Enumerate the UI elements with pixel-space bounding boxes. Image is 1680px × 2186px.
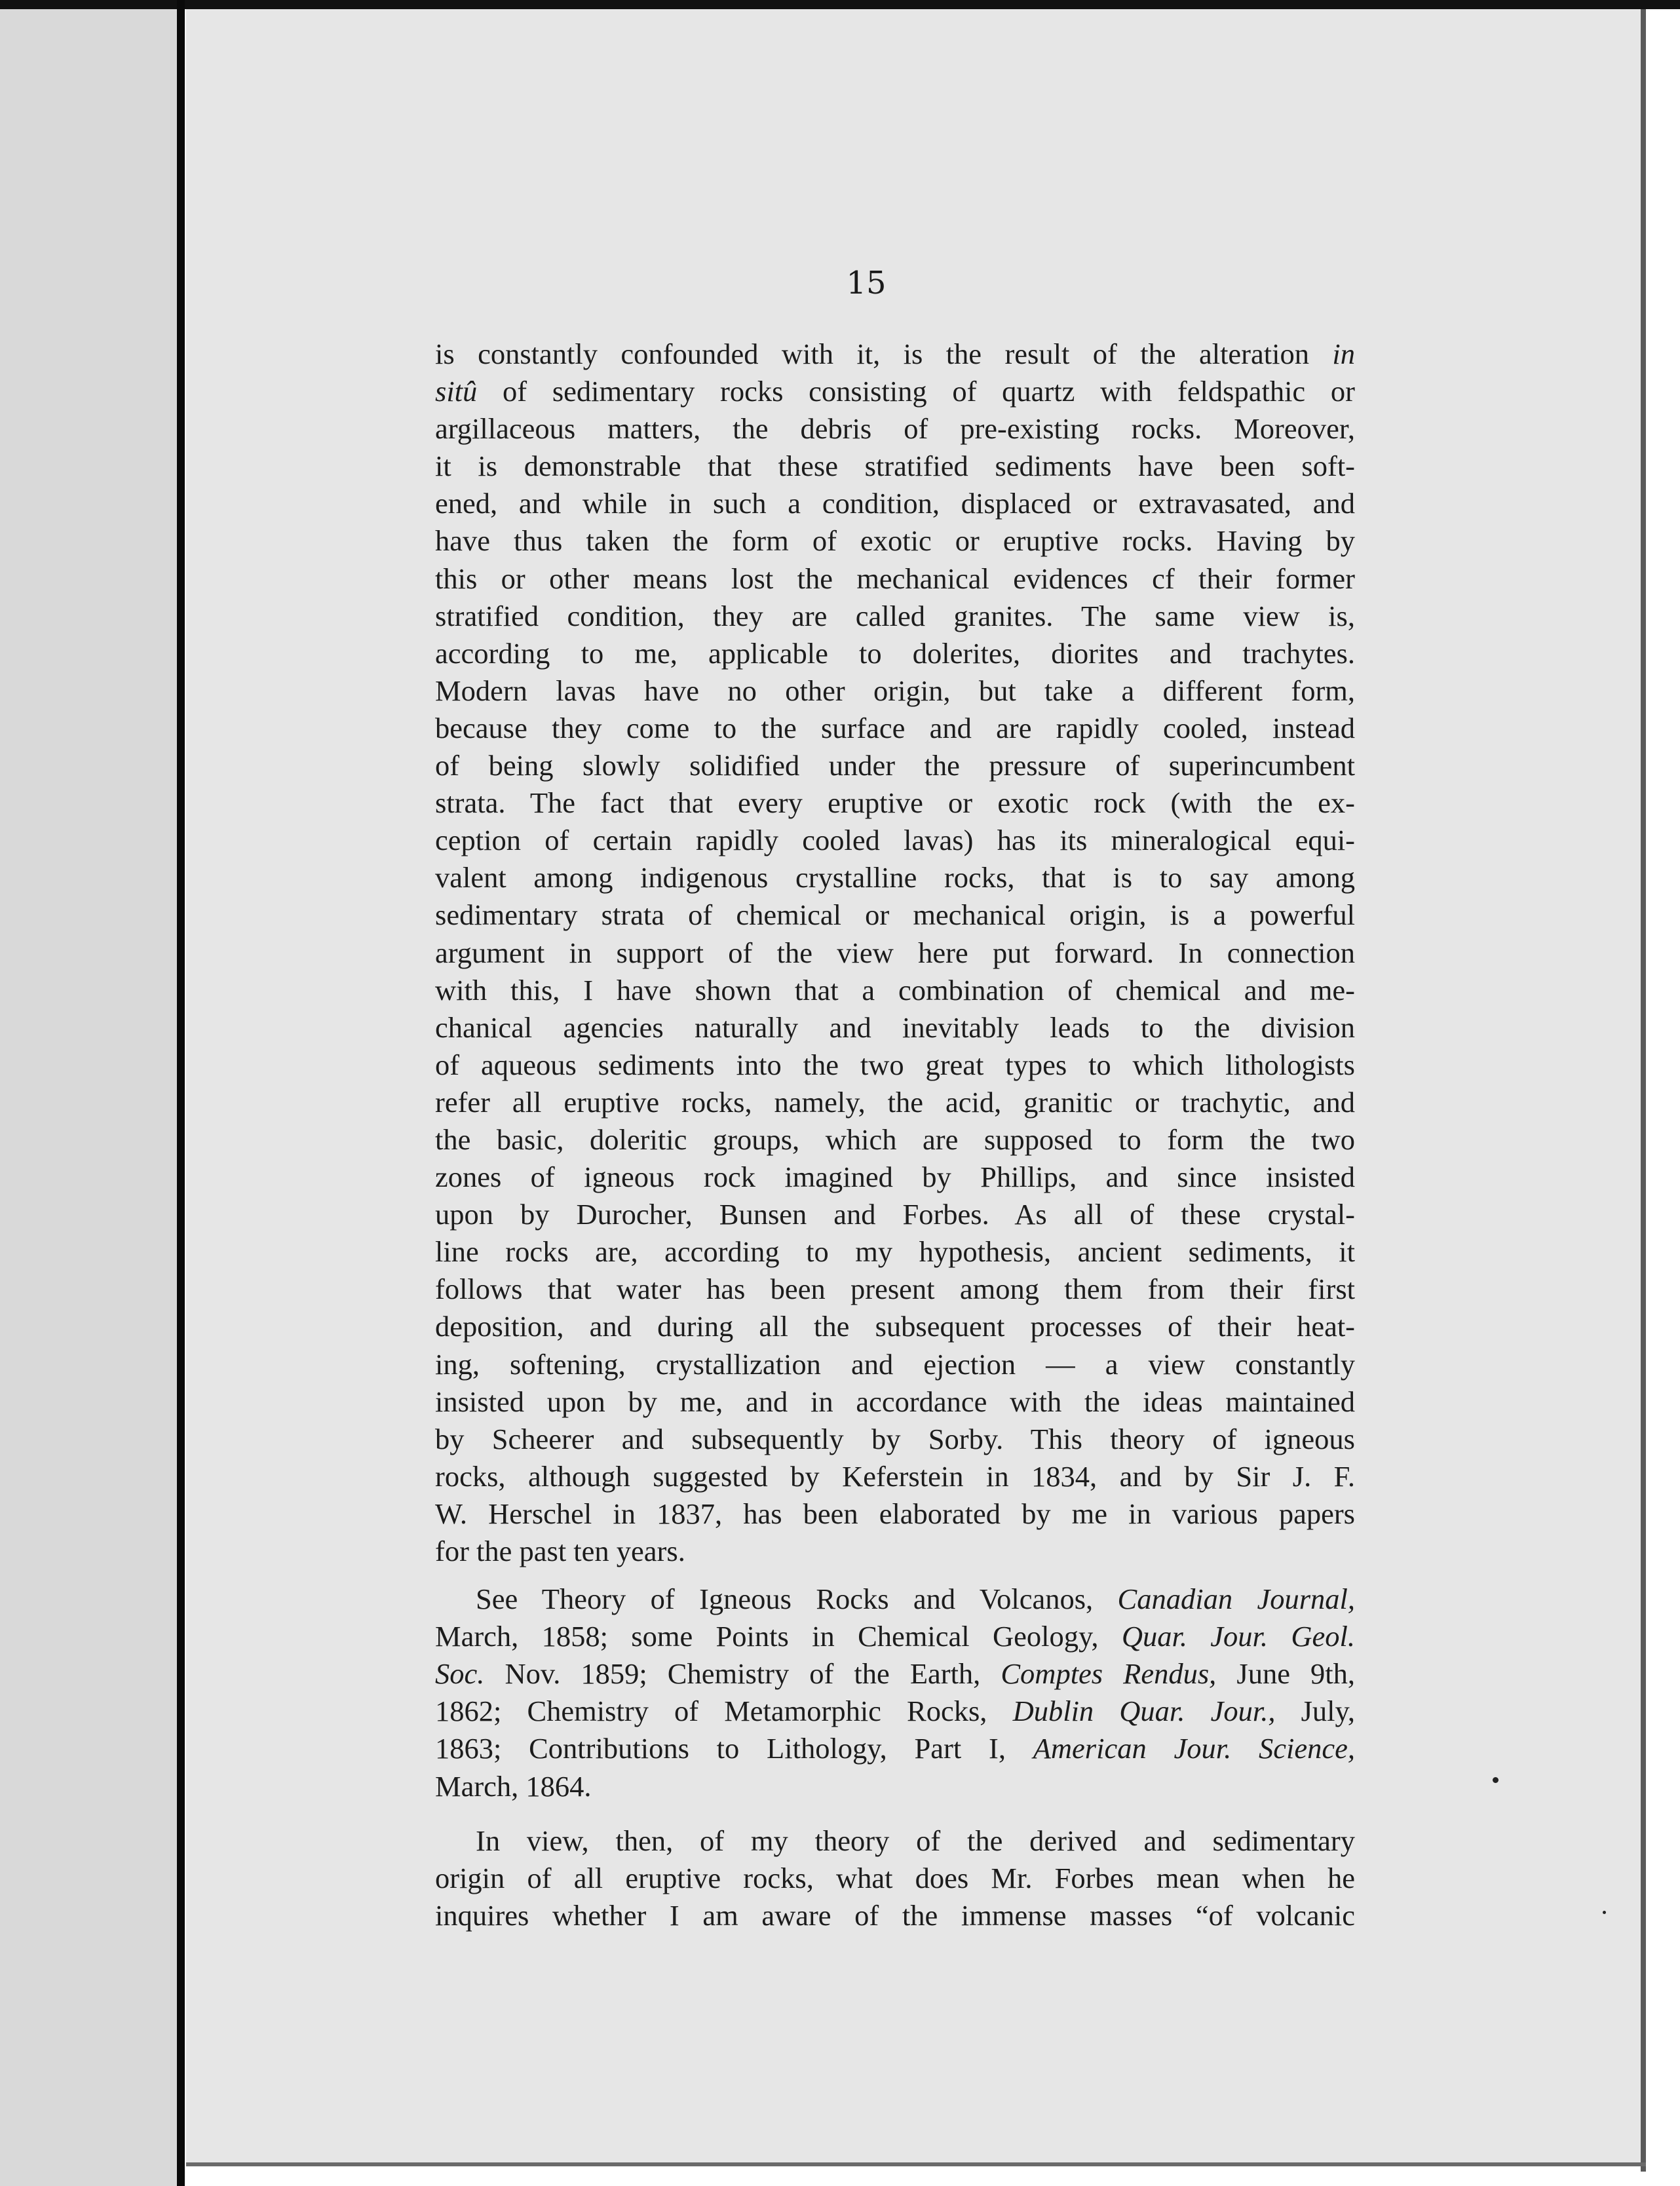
reference-line: March, 1864.	[435, 1769, 592, 1803]
text-line: valent among indigenous crystalline rocks, that is to say among	[435, 861, 1355, 894]
text-line: insisted upon by me, and in accordance with the ideas maintained	[435, 1385, 1355, 1418]
scan-top-border	[0, 0, 1680, 9]
text-line: stratified condition, they are called granites. The same view is,	[435, 599, 1355, 632]
text-line: with this, I have shown that a combination of chemical and me-	[435, 973, 1355, 1007]
page-bottom-edge	[186, 2162, 1646, 2166]
text-line: chanical agencies naturally and inevitably leads to the division	[435, 1010, 1355, 1044]
text-line: by Scheerer and subsequently by Sorby. This theory of igneous	[435, 1422, 1355, 1455]
text-line: zones of igneous rock imagined by Phillips, and since insisted	[435, 1160, 1355, 1194]
text-line: ened, and while in such a condition, displaced or extravasated, and	[435, 487, 1355, 520]
text-line: line rocks are, according to my hypothesis, ancient sediments, it	[435, 1235, 1355, 1269]
text-line: argument in support of the view here put forward. In connection	[435, 936, 1355, 969]
reference-line: March, 1858; some Points in Chemical Geology, Quar. Jour. Geol.	[435, 1620, 1356, 1653]
text-line: inquires whether I am aware of the immense masses “of volcanic	[435, 1898, 1355, 1932]
text-line: this or other means lost the mechanical evidences cf their former	[435, 562, 1355, 595]
body-text	[435, 336, 1355, 1934]
text-line: In view, then, of my theory of the derived and sedimentary	[476, 1824, 1355, 1857]
text-line: of aqueous sediments into the two great types to which lithologists	[435, 1048, 1355, 1081]
reference-line: 1862; Chemistry of Metamorphic Rocks, Dublin Quar. Jour., July,	[435, 1695, 1355, 1728]
text-line: upon by Durocher, Bunsen and Forbes. As all of these crystal-	[435, 1198, 1355, 1231]
text-line: ing, softening, crystallization and ejection — a view constantly	[435, 1347, 1355, 1381]
reference-line: See Theory of Igneous Rocks and Volcanos, Canadian Journal,	[476, 1582, 1356, 1616]
text-line: for the past ten years.	[435, 1535, 685, 1567]
reference-line: Soc. Nov. 1859; Chemistry of the Earth, Comptes Rendus, June 9th,	[435, 1657, 1355, 1691]
text-line: origin of all eruptive rocks, what does Mr. Forbes mean when he	[435, 1861, 1355, 1894]
text-line: argillaceous matters, the debris of pre-existing rocks. Moreover,	[435, 412, 1355, 446]
text-line: have thus taken the form of exotic or eruptive rocks. Having by	[435, 524, 1355, 558]
text-line: of being slowly solidified under the pressure of superincumbent	[435, 749, 1355, 782]
page-right-edge	[1641, 9, 1646, 2172]
text-line: it is demonstrable that these stratified sediments have been soft-	[435, 450, 1355, 483]
text-line: refer all eruptive rocks, namely, the acid, granitic or trachytic, and	[435, 1085, 1355, 1119]
text-line: deposition, and during all the subsequent processes of their heat-	[435, 1310, 1355, 1343]
book-spine-shadow	[177, 0, 185, 2186]
scan-speck	[1603, 1911, 1606, 1914]
text-line: sedimentary strata of chemical or mechanical origin, is a powerful	[435, 898, 1355, 932]
facing-page-margin	[0, 0, 185, 2186]
text-line: because they come to the surface and are rapidly cooled, instead	[435, 711, 1355, 744]
text-line: ception of certain rapidly cooled lavas) has its mineralogical equi-	[435, 824, 1355, 857]
text-line: sitû of sedimentary rocks consisting of quartz with feldspathic or	[435, 375, 1355, 408]
text-line: W. Herschel in 1837, has been elaborated by me in various papers	[435, 1497, 1355, 1530]
page-number: 15	[846, 265, 887, 301]
text-line: strata. The fact that every eruptive or exotic rock (with the ex-	[435, 786, 1355, 820]
text-line: the basic, doleritic groups, which are supposed to form the two	[435, 1122, 1355, 1156]
scan-speck	[1493, 1777, 1499, 1783]
text-line: follows that water has been present among them from their first	[435, 1273, 1355, 1306]
text-line: is constantly confounded with it, is the result of the alteration in	[435, 337, 1356, 370]
text-line: rocks, although suggested by Keferstein in 1834, and by Sir J. F.	[435, 1459, 1355, 1493]
reference-line: 1863; Contributions to Lithology, Part I, American Jour. Science,	[435, 1732, 1355, 1765]
text-line: Modern lavas have no other origin, but take a different form,	[435, 674, 1355, 707]
text-line: according to me, applicable to dolerites, diorites and trachytes.	[435, 636, 1355, 670]
